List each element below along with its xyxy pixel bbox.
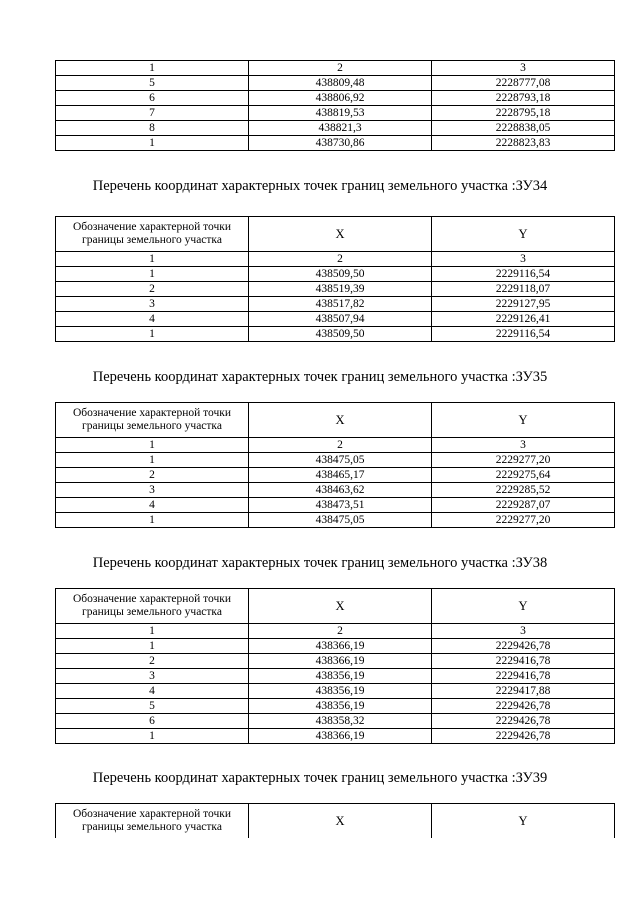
x-coordinate-cell: 438821,3 bbox=[249, 121, 432, 136]
point-column-header: Обозначение характерной точки границы земельного участка bbox=[56, 217, 249, 252]
y-coordinate-cell: 2229127,95 bbox=[432, 297, 615, 312]
table-row bbox=[56, 714, 615, 729]
x-coordinate-cell: 438509,50 bbox=[249, 327, 432, 342]
point-number-cell: 2 bbox=[56, 654, 249, 669]
table-row bbox=[56, 699, 615, 714]
x-coordinate-cell: 438473,51 bbox=[249, 498, 432, 513]
y-coordinate-cell: 2228795,18 bbox=[432, 106, 615, 121]
point-number-cell: 8 bbox=[56, 121, 249, 136]
x-coordinate-cell: 438463,62 bbox=[249, 483, 432, 498]
y-coordinate-cell: 2229116,54 bbox=[432, 327, 615, 342]
x-coordinate-cell: 438356,19 bbox=[249, 684, 432, 699]
table-cell: 1 bbox=[56, 624, 249, 639]
point-number-cell: 3 bbox=[56, 483, 249, 498]
table-row bbox=[56, 121, 615, 136]
x-coordinate-cell: 438507,94 bbox=[249, 312, 432, 327]
y-coordinate-cell: 2228777,08 bbox=[432, 76, 615, 91]
point-number-cell: 2 bbox=[56, 282, 249, 297]
y-coordinate-cell: 2229426,78 bbox=[432, 729, 615, 744]
table-header-row bbox=[56, 804, 615, 839]
table-row bbox=[56, 76, 615, 91]
y-coordinate-cell: 2229426,78 bbox=[432, 699, 615, 714]
x-coordinate-cell: 438475,05 bbox=[249, 453, 432, 468]
table-row bbox=[56, 654, 615, 669]
table-row bbox=[56, 136, 615, 151]
y-coordinate-cell: 2228838,05 bbox=[432, 121, 615, 136]
y-coordinate-cell: 2229426,78 bbox=[432, 714, 615, 729]
table-row bbox=[56, 639, 615, 654]
coordinates-table bbox=[55, 803, 615, 838]
point-column-header: Обозначение характерной точки границы земельного участка bbox=[56, 589, 249, 624]
point-number-cell: 1 bbox=[56, 136, 249, 151]
table-cell: 2 bbox=[249, 438, 432, 453]
table-row bbox=[56, 729, 615, 744]
table-header-row bbox=[56, 403, 615, 438]
table-row bbox=[56, 297, 615, 312]
table-header-row bbox=[56, 589, 615, 624]
y-coordinate-cell: 2229426,78 bbox=[432, 639, 615, 654]
column-index-row bbox=[56, 252, 615, 267]
point-number-cell: 1 bbox=[56, 327, 249, 342]
x-coordinate-cell: 438366,19 bbox=[249, 729, 432, 744]
x-coordinate-cell: 438509,50 bbox=[249, 267, 432, 282]
table-cell: 1 bbox=[56, 252, 249, 267]
table-row bbox=[56, 312, 615, 327]
y-coordinate-cell: 2228823,83 bbox=[432, 136, 615, 151]
x-coordinate-cell: 438366,19 bbox=[249, 654, 432, 669]
x-coordinate-cell: 438819,53 bbox=[249, 106, 432, 121]
table-row bbox=[56, 106, 615, 121]
y-coordinate-cell: 2229118,07 bbox=[432, 282, 615, 297]
table-cell: 3 bbox=[432, 624, 615, 639]
x-coordinate-cell: 438475,05 bbox=[249, 513, 432, 528]
y-coordinate-cell: 2229275,64 bbox=[432, 468, 615, 483]
y-column-header: Y bbox=[432, 217, 615, 252]
column-index-row bbox=[56, 61, 615, 76]
table-cell: 2 bbox=[249, 61, 432, 76]
table-row bbox=[56, 282, 615, 297]
point-number-cell: 1 bbox=[56, 639, 249, 654]
coordinates-table bbox=[55, 402, 615, 528]
point-number-cell: 6 bbox=[56, 714, 249, 729]
y-coordinate-cell: 2229417,88 bbox=[432, 684, 615, 699]
column-index-row bbox=[56, 624, 615, 639]
point-number-cell: 3 bbox=[56, 669, 249, 684]
x-column-header: X bbox=[249, 589, 432, 624]
table-row bbox=[56, 684, 615, 699]
table-cell: 1 bbox=[56, 61, 249, 76]
table-row bbox=[56, 453, 615, 468]
point-number-cell: 3 bbox=[56, 297, 249, 312]
table-cell: 2 bbox=[249, 624, 432, 639]
y-column-header: Y bbox=[432, 403, 615, 438]
section-heading: Перечень координат характерных точек границ земельного участка :ЗУ35 bbox=[92, 369, 548, 385]
x-coordinate-cell: 438465,17 bbox=[249, 468, 432, 483]
y-coordinate-cell: 2229416,78 bbox=[432, 654, 615, 669]
y-coordinate-cell: 2229285,52 bbox=[432, 483, 615, 498]
table-cell: 2 bbox=[249, 252, 432, 267]
table-cell: 3 bbox=[432, 438, 615, 453]
table-cell: 1 bbox=[56, 438, 249, 453]
table-row bbox=[56, 669, 615, 684]
point-number-cell: 6 bbox=[56, 91, 249, 106]
point-number-cell: 4 bbox=[56, 312, 249, 327]
table-row bbox=[56, 267, 615, 282]
table-cell: 3 bbox=[432, 61, 615, 76]
x-coordinate-cell: 438809,48 bbox=[249, 76, 432, 91]
section-heading: Перечень координат характерных точек границ земельного участка :ЗУ38 bbox=[92, 555, 548, 571]
point-number-cell: 7 bbox=[56, 106, 249, 121]
x-coordinate-cell: 438730,86 bbox=[249, 136, 432, 151]
y-coordinate-cell: 2229116,54 bbox=[432, 267, 615, 282]
y-column-header: Y bbox=[432, 589, 615, 624]
point-number-cell: 1 bbox=[56, 513, 249, 528]
table-row bbox=[56, 91, 615, 106]
point-column-header: Обозначение характерной точки границы земельного участка bbox=[56, 804, 249, 839]
y-coordinate-cell: 2229287,07 bbox=[432, 498, 615, 513]
point-number-cell: 1 bbox=[56, 729, 249, 744]
coordinates-table bbox=[55, 216, 615, 342]
y-coordinate-cell: 2228793,18 bbox=[432, 91, 615, 106]
x-coordinate-cell: 438806,92 bbox=[249, 91, 432, 106]
y-column-header: Y bbox=[432, 804, 615, 839]
point-number-cell: 4 bbox=[56, 498, 249, 513]
x-column-header: X bbox=[249, 403, 432, 438]
column-index-row bbox=[56, 438, 615, 453]
point-column-header: Обозначение характерной точки границы земельного участка bbox=[56, 403, 249, 438]
table-row bbox=[56, 468, 615, 483]
table-row bbox=[56, 483, 615, 498]
table-cell: 3 bbox=[432, 252, 615, 267]
table-row bbox=[56, 327, 615, 342]
x-coordinate-cell: 438519,39 bbox=[249, 282, 432, 297]
x-coordinate-cell: 438358,32 bbox=[249, 714, 432, 729]
coordinates-table-continued bbox=[55, 60, 615, 151]
table-row bbox=[56, 498, 615, 513]
point-number-cell: 4 bbox=[56, 684, 249, 699]
x-coordinate-cell: 438366,19 bbox=[249, 639, 432, 654]
y-coordinate-cell: 2229416,78 bbox=[432, 669, 615, 684]
x-coordinate-cell: 438356,19 bbox=[249, 669, 432, 684]
table-row bbox=[56, 513, 615, 528]
x-coordinate-cell: 438517,82 bbox=[249, 297, 432, 312]
section-heading: Перечень координат характерных точек границ земельного участка :ЗУ34 bbox=[92, 178, 548, 194]
point-number-cell: 5 bbox=[56, 699, 249, 714]
point-number-cell: 2 bbox=[56, 468, 249, 483]
x-coordinate-cell: 438356,19 bbox=[249, 699, 432, 714]
point-number-cell: 1 bbox=[56, 267, 249, 282]
point-number-cell: 5 bbox=[56, 76, 249, 91]
table-header-row bbox=[56, 217, 615, 252]
coordinates-table bbox=[55, 588, 615, 744]
point-number-cell: 1 bbox=[56, 453, 249, 468]
section-heading: Перечень координат характерных точек границ земельного участка :ЗУ39 bbox=[92, 770, 548, 786]
x-column-header: X bbox=[249, 217, 432, 252]
y-coordinate-cell: 2229277,20 bbox=[432, 513, 615, 528]
x-column-header: X bbox=[249, 804, 432, 839]
y-coordinate-cell: 2229277,20 bbox=[432, 453, 615, 468]
y-coordinate-cell: 2229126,41 bbox=[432, 312, 615, 327]
